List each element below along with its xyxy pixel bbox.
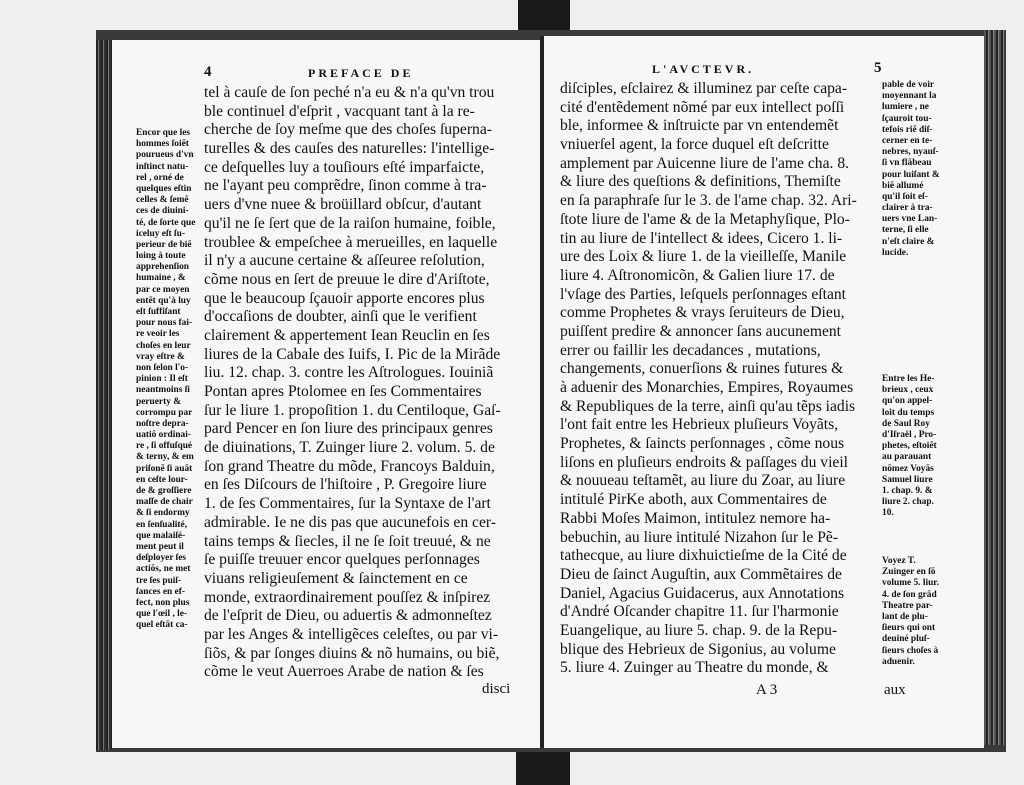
margin-note — [882, 80, 960, 259]
margin-note — [136, 128, 202, 631]
note-line: terne, ſi elle — [882, 225, 929, 236]
text-line: pard Pencer en ſon liure des principaux genres — [204, 420, 493, 438]
note-line: & ſi endormy — [136, 508, 190, 519]
text-line: Prophetes, & ſaincts perſonnages , cõme nous — [560, 435, 845, 453]
text-line: vniuerſel agent, la force duquel eſt deſcritte — [560, 136, 829, 154]
note-line: ſieurs choſes à — [882, 645, 939, 656]
note-line: quelques eſtin — [136, 183, 192, 194]
text-line: amplement par Auicenne liure de l'ame cha. 8. — [560, 154, 850, 172]
text-line: en ſes Diſcours de l'hiſtoire , P. Gregoire liure — [204, 476, 487, 494]
running-head: PREFACE DE — [308, 66, 414, 80]
text-line: liures de la Cabale des Iuifs, I. Pic de la Mirãde — [204, 345, 501, 363]
text-line: errer ou faillir les decadances , mutations, — [560, 341, 821, 359]
note-line: aduenir. — [882, 656, 915, 667]
note-line: loit du temps — [882, 407, 935, 418]
text-line: intitulé PirKe aboth, aux Commentaires de — [560, 491, 827, 509]
note-line: Theatre par- — [882, 600, 933, 611]
note-line: uers vne Lan- — [882, 214, 938, 225]
catchword: disci — [482, 681, 511, 697]
note-line: tre ſes puiſ- — [136, 575, 182, 586]
text-line: cité d'entẽdement nõmé par eux intellect poſſi — [560, 98, 845, 116]
note-line: Voyez T. — [882, 556, 916, 566]
note-line: qu'il ſoit eſ- — [882, 191, 928, 202]
running-head: L'AVCTEVR. — [652, 62, 755, 76]
text-line: troublee & empeſchee à merueilles, en laquelle — [204, 233, 498, 251]
text-line: de l'eſprit de Dieu, ou aduertis & admonneſtez — [204, 607, 492, 625]
note-line: que malaiſé- — [136, 530, 186, 541]
note-line: actiõs, ne met — [136, 564, 191, 575]
text-line: puiſſent predire & annoncer ſans aucunement — [560, 322, 842, 340]
note-line: ces de diuini- — [136, 206, 189, 217]
note-line: eſt ſuffiſant — [136, 307, 181, 317]
note-line: volume 5. liur. — [882, 578, 939, 589]
page-number: 4 — [204, 64, 212, 80]
note-line: n'eſt claire & — [882, 236, 935, 247]
text-line: d'occaſions de doubter, ainſi que le verifient — [204, 308, 477, 326]
note-line: Zuinger en ſõ — [882, 567, 936, 578]
text-line: tin au liure de l'intellect & idees, Cicero 1. li- — [560, 229, 843, 247]
text-line: ſe puiſſe treuuer encor quelques perſonnages — [204, 551, 480, 569]
text-line: cõme nous en ſert de preuue le dire d'Ariſtote, — [204, 270, 490, 288]
text-line: liure 4. Aſtronomicõn, & Galien liure 17. de — [560, 266, 835, 284]
note-line: cerner en te- — [882, 135, 933, 146]
note-line: perieur de biẽ — [136, 239, 192, 250]
margin-note — [882, 556, 960, 668]
note-line: iceluy eſt ſu- — [136, 228, 185, 239]
note-line: re veoir les — [136, 329, 180, 340]
note-line: ſi vn flãbeau — [882, 158, 932, 169]
text-line: 5. liure 4. Zuinger au Theatre du monde, & — [560, 659, 829, 677]
note-line: deuiné pluſ- — [882, 634, 930, 645]
note-line: uatiõ ordinai- — [136, 430, 191, 441]
note-line: choſes en leur — [136, 340, 191, 351]
text-line: il n'y a aucune certaine & aſſeuree reſolution, — [204, 252, 485, 270]
note-line: priſonẽ ſi auãt — [136, 463, 193, 474]
note-line: entẽt qu'à luy — [136, 295, 191, 306]
text-line: tains temps & ſiecles, il ne ſe ſoit treuué, & ne — [204, 532, 491, 550]
note-line: té, de ſorte que — [136, 217, 196, 228]
text-line: liu. 12. chap. 3. contre les Aſtrologues. Iouiniã — [204, 364, 494, 382]
note-line: hommes ſoiẽt — [136, 139, 189, 150]
note-line: pour nous fai- — [136, 318, 193, 329]
text-line: ble, informee & inſtruicte par vn entendemẽt — [560, 117, 839, 135]
note-line: d'Iſraël , Pro- — [882, 429, 937, 440]
note-line: en ceſte lour- — [136, 474, 188, 485]
note-line: lumiere , ne — [882, 102, 929, 113]
note-line: 1. chap. 9. & — [882, 485, 933, 496]
text-line: diſciples, eſclairez & illuminez par ceſte capa- — [560, 80, 848, 97]
text-line: admirable. Ie ne dis pas que aucunefois en cer- — [204, 513, 496, 531]
text-line: que le beaucoup ſçauoir apporte encores plus — [204, 289, 485, 307]
text-line: cherche de ſoy meſme que des choſes ſuperna- — [204, 121, 492, 139]
note-line: ſçauroit tou- — [882, 113, 932, 124]
text-line: viuans religieuſement & ſainctement en ce — [204, 569, 468, 587]
text-line: Daniel, Agacius Guidacerus, aux Annotations — [560, 584, 845, 602]
main-text — [204, 84, 534, 682]
text-line: en ſa paraphraſe ſur le 3. de l'ame chap. 32. Ari- — [560, 192, 857, 210]
note-line: en ſenſualité, — [136, 519, 188, 530]
note-line: liure 2. chap. — [882, 497, 934, 508]
note-line: re , ſi offuſqué — [136, 441, 193, 452]
text-line: ne l'ayant peu comprẽdre, ſinon comme à tra- — [204, 177, 487, 195]
text-line: 1. de ſes Commentaires, ſur la Syntaxe de l'art — [204, 495, 491, 513]
note-line: Encor que les — [136, 128, 190, 138]
page-number: 5 — [874, 60, 882, 76]
text-line: changements, conuerſions & ruines futures & — [560, 360, 844, 378]
note-line: vray eſtre & — [136, 351, 185, 362]
note-line: corrompu par — [136, 407, 193, 418]
note-line: de Saul Roy — [882, 418, 930, 429]
note-line: qu'on appel- — [882, 396, 933, 407]
note-line: apprehenſion — [136, 262, 189, 273]
note-line: non ſelon l'o- — [136, 362, 189, 373]
text-line: ſiõs, & par ſonges diuins & nõ humains, ou biẽ, — [204, 644, 500, 662]
text-line: Rabbi Moſes Maimon, intitulez nemore ha- — [560, 509, 831, 527]
text-line: l'vſage des Parties, leſquels perſonnages eſtant — [560, 285, 847, 303]
note-line: au parauant — [882, 452, 932, 463]
note-line: rel , orné de — [136, 172, 184, 183]
text-line: de diuinations, T. Zuinger liure 2. volum. 5. de — [204, 439, 495, 457]
text-line: l'ont fait entre les Hebrieux pluſieurs Voyãts, — [560, 416, 839, 434]
note-line: ſieurs qui ont — [882, 623, 936, 634]
main-text — [560, 80, 886, 678]
note-line: & terny, & em — [136, 452, 194, 463]
note-line: moyennant la — [882, 91, 937, 102]
note-line: pinion : Il eſt — [136, 374, 188, 385]
text-line: par les Anges & intelligẽces celeſtes, ou par vi- — [204, 625, 499, 643]
text-line: cõme le veut Auerroes Arabe de nation & ſes — [204, 663, 484, 681]
text-line: ce deſquelles luy a touſiours eſté imparfaicte, — [204, 158, 485, 176]
text-line: Dieu de ſainct Auguſtin, aux Commẽtaires de — [560, 565, 842, 583]
note-line: inſtinct natu- — [136, 161, 189, 172]
page-edges-right — [984, 30, 1004, 745]
text-line: & liure des queſtions & definitions, Themiſte — [560, 173, 841, 191]
note-line: neantmoins ſi — [136, 385, 190, 396]
note-line: clairer à tra- — [882, 203, 933, 214]
note-line: ment peut il — [136, 541, 184, 552]
text-line: monde, extraordinairement pouſſez & inſpirez — [204, 588, 491, 606]
note-line: phetes, eſtoiẽt — [882, 441, 937, 452]
note-line: peruerty & — [136, 396, 182, 407]
margin-note — [882, 374, 960, 519]
note-line: loing à toute — [136, 251, 186, 262]
note-line: Entre les He- — [882, 374, 935, 384]
right-page — [544, 36, 984, 748]
binding-clip-bottom — [516, 748, 570, 785]
note-line: brieux , ceux — [882, 385, 934, 396]
note-line: tefois riẽ diſ- — [882, 124, 933, 135]
note-line: de & groſſiere — [136, 486, 192, 496]
note-line: 10. — [882, 508, 894, 519]
note-line: nebres, nyauſ- — [882, 147, 939, 158]
page-edges-left — [96, 40, 112, 750]
note-line: celles & ſemẽ — [136, 195, 189, 206]
text-line: bebuchin, au liure intitulé Nizahon ſur le Pẽ- — [560, 528, 839, 546]
text-line: qu'il ne ſe ſert que de la raiſon humaine, foible, — [204, 214, 496, 232]
text-line: ſur le liure 1. propoſition 1. du Centiloque, Gaſ- — [204, 401, 501, 419]
note-line: deſployer ſes — [136, 553, 187, 564]
text-line: clairement & appertement Iean Reuclin en ſes — [204, 326, 490, 344]
note-line: lucide. — [882, 247, 909, 258]
note-line: pourueus d'vn — [136, 150, 194, 161]
text-line: ure des Loix & liure 1. de la vieilleſſe, Manile — [560, 248, 847, 266]
text-line: tel à cauſe de ſon peché n'a eu & n'a qu'vn trou — [204, 84, 495, 101]
note-line: ſances en ef- — [136, 586, 185, 597]
note-line: maſſe de chair — [136, 497, 193, 508]
note-line: pour luiſant & — [882, 169, 940, 180]
text-line: comme Prophetes & vrays ſeruiteurs de Dieu, — [560, 304, 845, 322]
left-page — [112, 40, 544, 748]
text-line: & nouueau teſtamẽt, au liure du Zoar, au liure — [560, 472, 846, 490]
note-line: 4. de ſon grãd — [882, 589, 937, 600]
note-line: fect, non plus — [136, 597, 190, 608]
text-line: Euangelique, au liure 5. chap. 9. de la Repu- — [560, 621, 838, 639]
note-line: lant de plu- — [882, 611, 928, 622]
text-line: d'André Oſcander chapitre 11. ſur l'harmonie — [560, 603, 839, 621]
text-line: Pontan apres Ptolomee en ſes Commentaires — [204, 383, 482, 400]
note-line: que l'œil , le- — [136, 609, 188, 620]
text-line: ſon grand Theatre du mõde, Francoys Balduin, — [204, 457, 495, 475]
note-line: par ce moyen — [136, 284, 190, 295]
text-line: liſons en pluſieurs endroits & paſſages du vieil — [560, 453, 849, 471]
note-line: Samuel liure — [882, 474, 933, 485]
text-line: ſtote liure de l'ame & de la Metaphyſique, Plo- — [560, 210, 850, 228]
note-line: humaine , & — [136, 273, 186, 284]
text-line: blique des Hebrieux de Sigonius, au volume — [560, 640, 836, 658]
text-line: à aduenir des Monarchies, Empires, Royaumes — [560, 379, 854, 396]
catchword: aux — [884, 682, 906, 698]
note-line: biẽ allumé — [882, 180, 924, 191]
text-line: & Republiques de la terre, ainſi qu'au tẽps iadis — [560, 397, 856, 415]
note-line: pable de voir — [882, 80, 935, 90]
note-line: nõmez Voyãs — [882, 463, 934, 474]
text-line: ble continuel d'eſprit , vacquant tant à la re- — [204, 102, 475, 120]
text-line: tathecque, au liure dixhuictieſme de la Cité de — [560, 547, 847, 565]
signature-mark: A 3 — [756, 682, 778, 698]
note-line: quel eſtãt ca- — [136, 620, 188, 631]
note-line: noſtre depra- — [136, 418, 189, 429]
text-line: turelles & des cauſes des naturelles: l'intellige- — [204, 140, 495, 158]
text-line: uers d'vne nuee & broüillard obſcur, d'autant — [204, 196, 482, 214]
